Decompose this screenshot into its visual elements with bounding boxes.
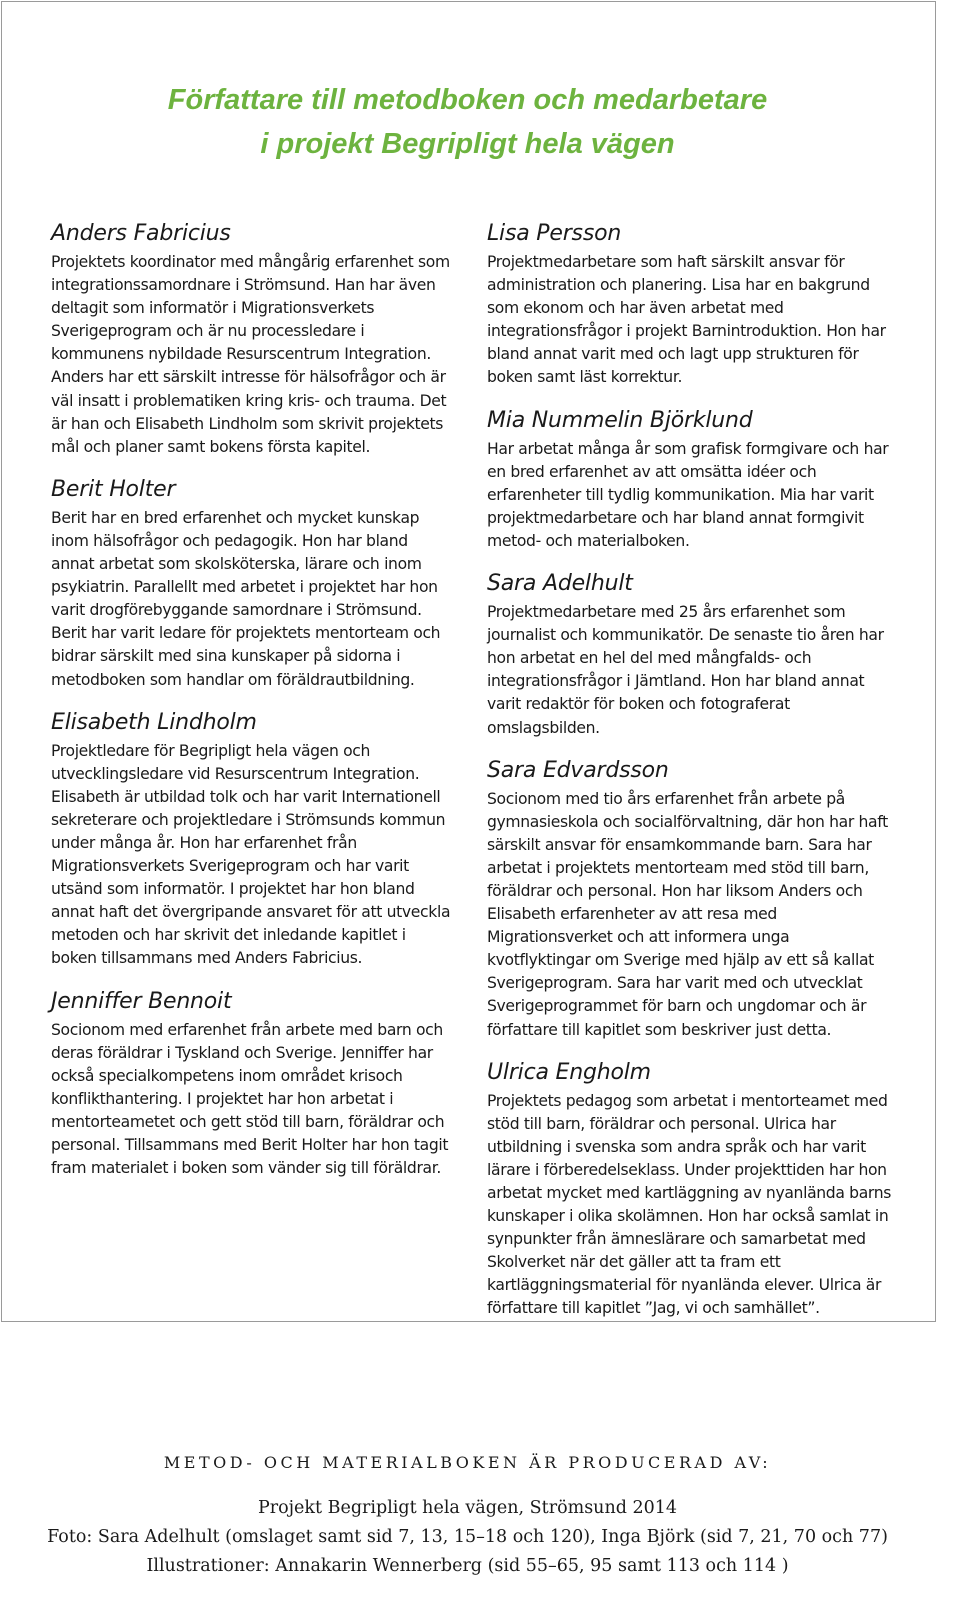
author-bio: Projektets pedagog som arbetat i mentorteamet med stöd till barn, föräldrar och personal. Ulrica har utbildning i svenska som andra språk och har varit lärare i förberedelseklass. Under projekttiden har hon arbetat mycket med kartläggning av nyanlända barns kunskaper i olika skolämnen. Hon har också samlat in synpunkter från ämneslärare och samarbetat med Skolverket när det gäller att ta fram ett kartläggningsmaterial för nyanlända elever. Ulrica är författare till kapitlet ”Jag, vi och samhället”. bbox=[487, 1091, 892, 1318]
author-entry bbox=[487, 755, 892, 1042]
author-bio: Projektmedarbetare som haft särskilt ansvar för administration och planering. Lisa har en bakgrund som ekonom och har även arbetat med integrationsfrågor i projekt Barnintroduktion. Hon har bland annat varit med och lagt upp strukturen för boken samt läst korrektur. bbox=[487, 253, 886, 387]
author-name: Elisabeth Lindholm bbox=[51, 709, 257, 735]
author-entry bbox=[487, 568, 892, 740]
author-bio: Projektets koordinator med mångårig erfarenhet som integrationssamordnare i Strömsund. Han har även deltagit som informatör i Migrationsverkets Sverigeprogram och är nu processledare i kommunens nybildade Resurscentrum Integration. Anders har ett särskilt intresse för hälsofrågor och är väl insatt i problematiken kring kris- och trauma. Det är han och Elisabeth Lindholm som skrivit projektets mål och planer samt bokens första kapitel. bbox=[51, 253, 450, 456]
author-name: Jenniffer Bennoit bbox=[51, 988, 232, 1014]
author-name: Anders Fabricius bbox=[51, 221, 231, 246]
author-name: Ulrica Engholm bbox=[487, 1059, 651, 1085]
author-bio: Projektledare för Begripligt hela vägen och utvecklingsledare vid Resurscentrum Integration. Elisabeth är utbildad tolk och har varit Internationell sekreterare och projektledare i Strömsunds kommun under många år. Hon har erfarenhet från Migrationsverkets Sverigeprogram och har varit utsänd som informatör. I projektet har hon bland annat haft det övergripande ansvaret för att utveckla metoden och har skrivit det inledande kapitlet i boken tillsammans med Anders Fabricius. bbox=[51, 741, 451, 968]
author-name: Sara Adelhult bbox=[487, 571, 633, 597]
credit-line-photo: Foto: Sara Adelhult (omslaget samt sid 7, 13, 15–18 och 120), Inga Björk (sid 7, 21, 70 och 77) bbox=[47, 1527, 888, 1547]
author-bio: Socionom med erfarenhet från arbete med barn och deras föräldrar i Tyskland och Sverige. Jenniffer har också specialkompetens inom området krisoch konflikthantering. I projektet har hon arbetat i mentorteametet och gett stöd till barn, föräldrar och personal. Tillsammans med Berit Holter har hon tagit fram materialet i boken som vänder sig till föräldrar. bbox=[51, 1020, 449, 1178]
credits-heading: METOD- OCH MATERIALBOKEN ÄR PRODUCERAD AV: bbox=[163, 1453, 772, 1472]
author-entry bbox=[51, 707, 455, 971]
credit-line-project: Projekt Begripligt hela vägen, Strömsund 2014 bbox=[257, 1498, 678, 1518]
author-bio: Berit har en bred erfarenhet och mycket kunskap inom hälsofrågor och pedagogik. Hon har bland annat arbetat som skolsköterska, lärare och inom psykiatrin. Parallellt med arbetet i projektet har hon varit drogförebyggande samordnare i Strömsund. Berit har varit ledare för projektets mentorteam och bidrar särskilt med sina kunskaper på sidorna i metodboken som handlar om föräldrautbildning. bbox=[51, 508, 441, 689]
author-bio: Socionom med tio års erfarenhet från arbete på gymnasieskola och socialförvaltning, där hon har haft särskilt ansvar för ensamkommande barn. Sara har arbetat i projektets mentorteam med stöd till barn, föräldrar och personal. Hon har liksom Anders och Elisabeth erfarenheter av att resa med Migrationsverket och att informera unga kvotflyktingar om Sverige med hjälp av ett så kallat Sverigeprogram. Sara har varit med och utvecklat Sverigeprogrammet för barn och ungdomar och är författare till kapitlet som beskriver just detta. bbox=[487, 789, 888, 1039]
author-bio: Projektmedarbetare med 25 års erfarenhet som journalist och kommunikatör. De senaste tio åren har hon arbetat en hel del med mångfalds- och integrationsfrågor i Jämtland. Hon har bland annat varit redaktör för boken och fotograferat omslagsbilden. bbox=[487, 603, 884, 737]
author-bio: Har arbetat många år som grafisk formgivare och har en bred erfarenhet av att omsätta idéer och erfarenheter till tydlig kommunikation. Mia har varit projektmedarbetare och har bland annat formgivit metod- och materialboken. bbox=[487, 439, 889, 550]
page-title bbox=[0, 78, 935, 166]
page-title-line-1: Författare till metodboken och medarbetare bbox=[167, 84, 768, 116]
author-entry bbox=[487, 218, 892, 390]
credit-line-illustrations: Illustrationer: Annakarin Wennerberg (sid 55–65, 95 samt 113 och 114 ) bbox=[146, 1556, 789, 1576]
right-column bbox=[487, 218, 892, 1336]
author-entry bbox=[487, 1057, 892, 1321]
left-column bbox=[51, 218, 455, 1195]
author-entry bbox=[51, 474, 455, 692]
author-name: Sara Edvardsson bbox=[487, 757, 669, 783]
author-entry bbox=[487, 405, 892, 553]
author-name: Mia Nummelin Björklund bbox=[487, 407, 753, 433]
author-name: Lisa Persson bbox=[487, 221, 622, 246]
author-entry bbox=[51, 986, 455, 1181]
production-credits bbox=[0, 1452, 935, 1581]
author-entry bbox=[51, 218, 455, 459]
page-title-line-2: i projekt Begripligt hela vägen bbox=[260, 128, 675, 160]
author-name: Berit Holter bbox=[51, 476, 176, 502]
